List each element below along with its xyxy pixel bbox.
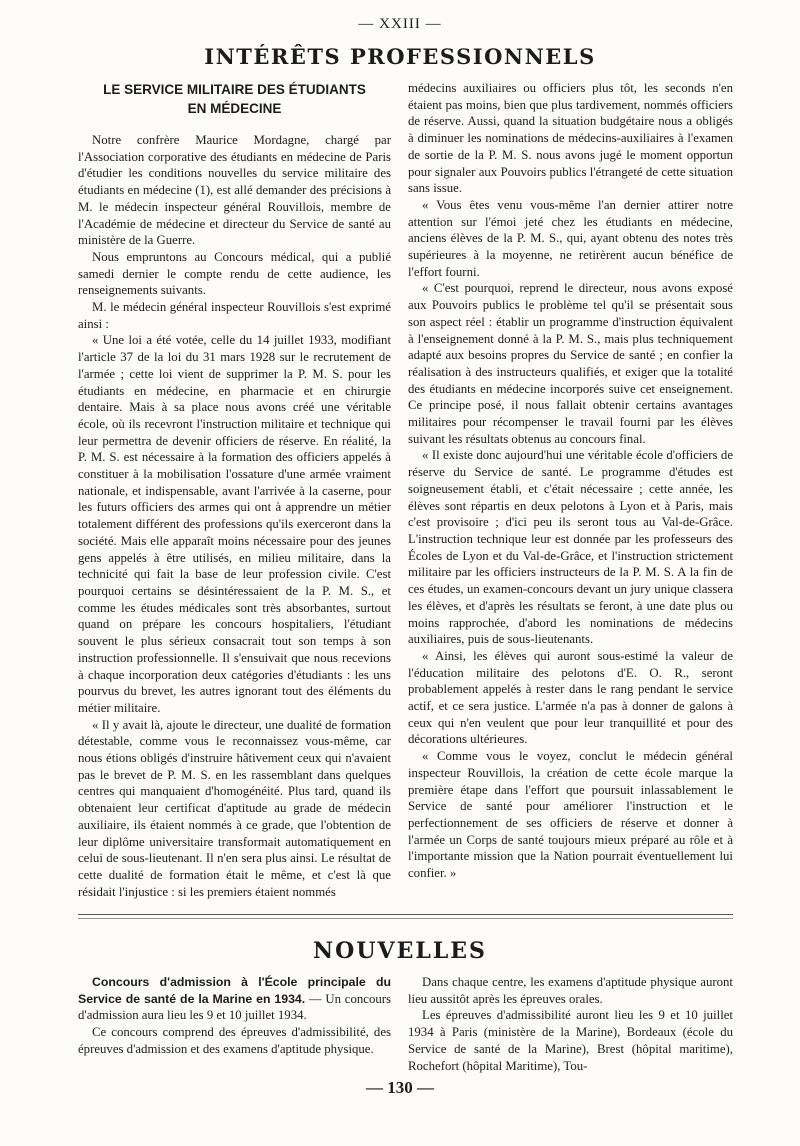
roman-page-number: — XXIII — <box>358 16 442 32</box>
article-title-line-2: EN MÉDECINE <box>187 101 282 116</box>
section-divider-secondary <box>78 918 733 919</box>
paragraph: Notre confrère Maurice Mordagne, chargé par l'Association corporative des étudiants en médecine de Paris d'étudier les conditions nouvelles du service militaire des étudiants en médecine (1), est allé demander des précisions à M. le médecin inspecteur général Rouvillois, membre de l'Académie de médecine et directeur du Service de santé au ministère de la Guerre. <box>78 133 391 248</box>
paragraph: « Il y avait là, ajoute le directeur, une dualité de formation détestable, comme vous le reconnaissez vous-même, car nous étions obligés d'instruire hâtivement ceux qui n'avaient pas le brevet de P. M. S. en les rassemblant dans quelques centres qui manquaient d'homogénéité. Plus tard, quand ils obtenaient leur certificat d'aptitude au grade de médecin auxiliaire, ils étaient nommés à ce grade, que l'obtention de leur diplôme universitaire transformait automatiquement en celui de sous-lieutenant. Il n'en sera plus ainsi. Le résultat de cette dualité de formation était le même, et c'est là que résidait l'injustice : si les premiers étaient nommés <box>78 717 391 899</box>
paragraph: « Il existe donc aujourd'hui une véritable école d'officiers de réserve du Service de santé. Le programme d'études est soigneusement établi, et c'était nécessaire ; cette année, les élèves sont répartis en deux pelotons à Lyon et à Paris, mais c'est provisoire ; d'ici peu ils seront tous au Val-de-Grâce. L'instruction technique leur est donnée par les professeurs des Écoles de Lyon et du Val-de-Grâce, et l'instruction strictement militaire par les officiers instructeurs de la P. M. S. A la fin de ces études, un examen-concours devant un jury unique classera les élèves, et d'après les résultats se feront, à une date plus ou moins rapprochée, d'abord les nominations de médecins auxiliaires, puis de sous-lieutenants. <box>408 448 733 647</box>
page-number: — 130 — <box>366 1078 434 1097</box>
article-title <box>78 80 391 118</box>
article-column-2 <box>408 80 733 882</box>
paragraph: « Une loi a été votée, celle du 14 juillet 1933, modifiant l'article 37 de la loi du 31 mars 1928 sur le recrutement de l'armée ; cette loi vient de supprimer la P. M. S. pour les étudiants en médecine, en pharmacie et en chirurgie dentaire. Mais à sa place nous avons créé une véritable école, où ils recevront l'instruction militaire et technique qui leur permettra de devenir officiers de réserve. En réalité, la P. M. S. est nécessaire à la formation des officiers appelés à constituer à la mobilisation l'ossature d'une armée vraiment nationale, et indispensable, avant l'arrivée à la caserne, pour les futurs officiers des armes qui ont à apprendre un métier totalement différent des professions qu'ils exerceront dans la société. Mais elle apparaît moins nécessaire pour des jeunes gens appelés à être utilisés, en milieu militaire, dans la technicité qui fait la base de leur profession civile. C'est pourquoi certains se désintéressaient de la P. M. S., et comme les études médicales sont très absorbantes, surtout quand on prépare les concours hospitaliers, l'étudiant souvent le plus sérieux consacrait tout son temps à son instruction professionnelle. Il s'ensuivait que nous recevions à chaque incorporation deux catégories d'étudiants : les uns pourvus du brevet, les autres ignorant tout des éléments du métier militaire. <box>78 333 391 715</box>
news-column-2 <box>408 974 733 1074</box>
paragraph: Les épreuves d'admissibilité auront lieu les 9 et 10 juillet 1934 à Paris (ministère de la Marine), Bordeaux (école du Service de santé de la Marine), Brest (hôpital maritime), Rochefort (hôpital Maritime), Tou- <box>408 1008 733 1073</box>
paragraph: « Vous êtes venu vous-même l'an dernier attirer notre attention sur l'émoi jeté chez les étudiants en médecine, anciens élèves de la P. M. S., qui, ayant obtenu des notes très supérieures à la moyenne, ne retirèrent aucun bénéfice de l'effort fourni. <box>408 197 733 279</box>
section-title-interets: INTÉRÊTS PROFESSIONNELS <box>204 44 596 69</box>
paragraph: « Ainsi, les élèves qui auront sous-estimé la valeur de l'éducation militaire des pelotons d'E. O. R., seront probablement appelés à rester dans le rang pendant le service actif, et ce sera justice. L'armée n'a pas à donner de galons à ceux qui n'en veulent que pour leur tranquillité et pour des décorations ultérieures. <box>408 648 733 747</box>
paragraph: Ce concours comprend des épreuves d'admissibilité, des épreuves d'admission et des examens d'aptitude physique. <box>78 1025 391 1056</box>
section-title-nouvelles: NOUVELLES <box>313 938 487 964</box>
paragraph: « Comme vous le voyez, conclut le médecin général inspecteur Rouvillois, la création de cette école marque la première étape dans l'effort que poursuit inlassablement le Service de santé pour améliorer l'instruction et le perfectionnement de ses officiers de réserve et donner à l'armée un Corps de santé toujours mieux préparé au rôle et à l'importante mission que la Nation pourrait éventuellement lui confier. » <box>408 749 733 881</box>
section-divider <box>78 914 733 915</box>
news-item-text: — Un concours d'admission aura lieu les 9 et 10 juillet 1934. <box>78 991 391 1023</box>
article-column-1 <box>78 80 391 900</box>
paragraph: Nous empruntons au Concours médical, qui a publié samedi dernier le compte rendu de cette audience, les renseignements suivants. <box>78 249 391 298</box>
paragraph: « C'est pourquoi, reprend le directeur, nous avons exposé aux Pouvoirs publics le problème tel qu'il se présentait sous son aspect réel : établir un programme d'instruction équivalent à l'enseignement donné à la P. M. S., mais plus techniquement adapté aux besoins propres du Service de santé ; en confier la réalisation à des instructeurs qualifiés, et exiger que la totalité des étudiants en médecine incorporés suive cet enseignement. Ce principe posé, il nous fallait obtenir certains avantages militaires pour récompenser le travail fourni par les élèves suivant les résultats obtenus au concours final. <box>408 281 733 446</box>
news-item-heading: Concours d'admission à l'École principale du Service de santé de la Marine en 1934. <box>78 975 391 1006</box>
article-title-line-1: LE SERVICE MILITAIRE DES ÉTUDIANTS <box>103 82 366 97</box>
news-column-1 <box>78 974 391 1058</box>
paragraph: Dans chaque centre, les examens d'aptitude physique auront lieu aussitôt après les épreuves orales. <box>408 975 733 1006</box>
news-item <box>78 974 391 1024</box>
paragraph: médecins auxiliaires ou officiers plus tôt, les seconds n'en étaient pas moins, bien que plus tardivement, nommés officiers de réserve. Aussi, quand la situation budgétaire nous a obligés à diminuer les nominations de médecins-auxiliaires à l'examen de sortie de la P. M. S. nous avons jugé le moment opportun pour signaler aux Pouvoirs publics l'étrangeté de cette situation sans issue. <box>408 81 733 196</box>
paragraph: M. le médecin général inspecteur Rouvillois s'est exprimé ainsi : <box>78 300 391 331</box>
